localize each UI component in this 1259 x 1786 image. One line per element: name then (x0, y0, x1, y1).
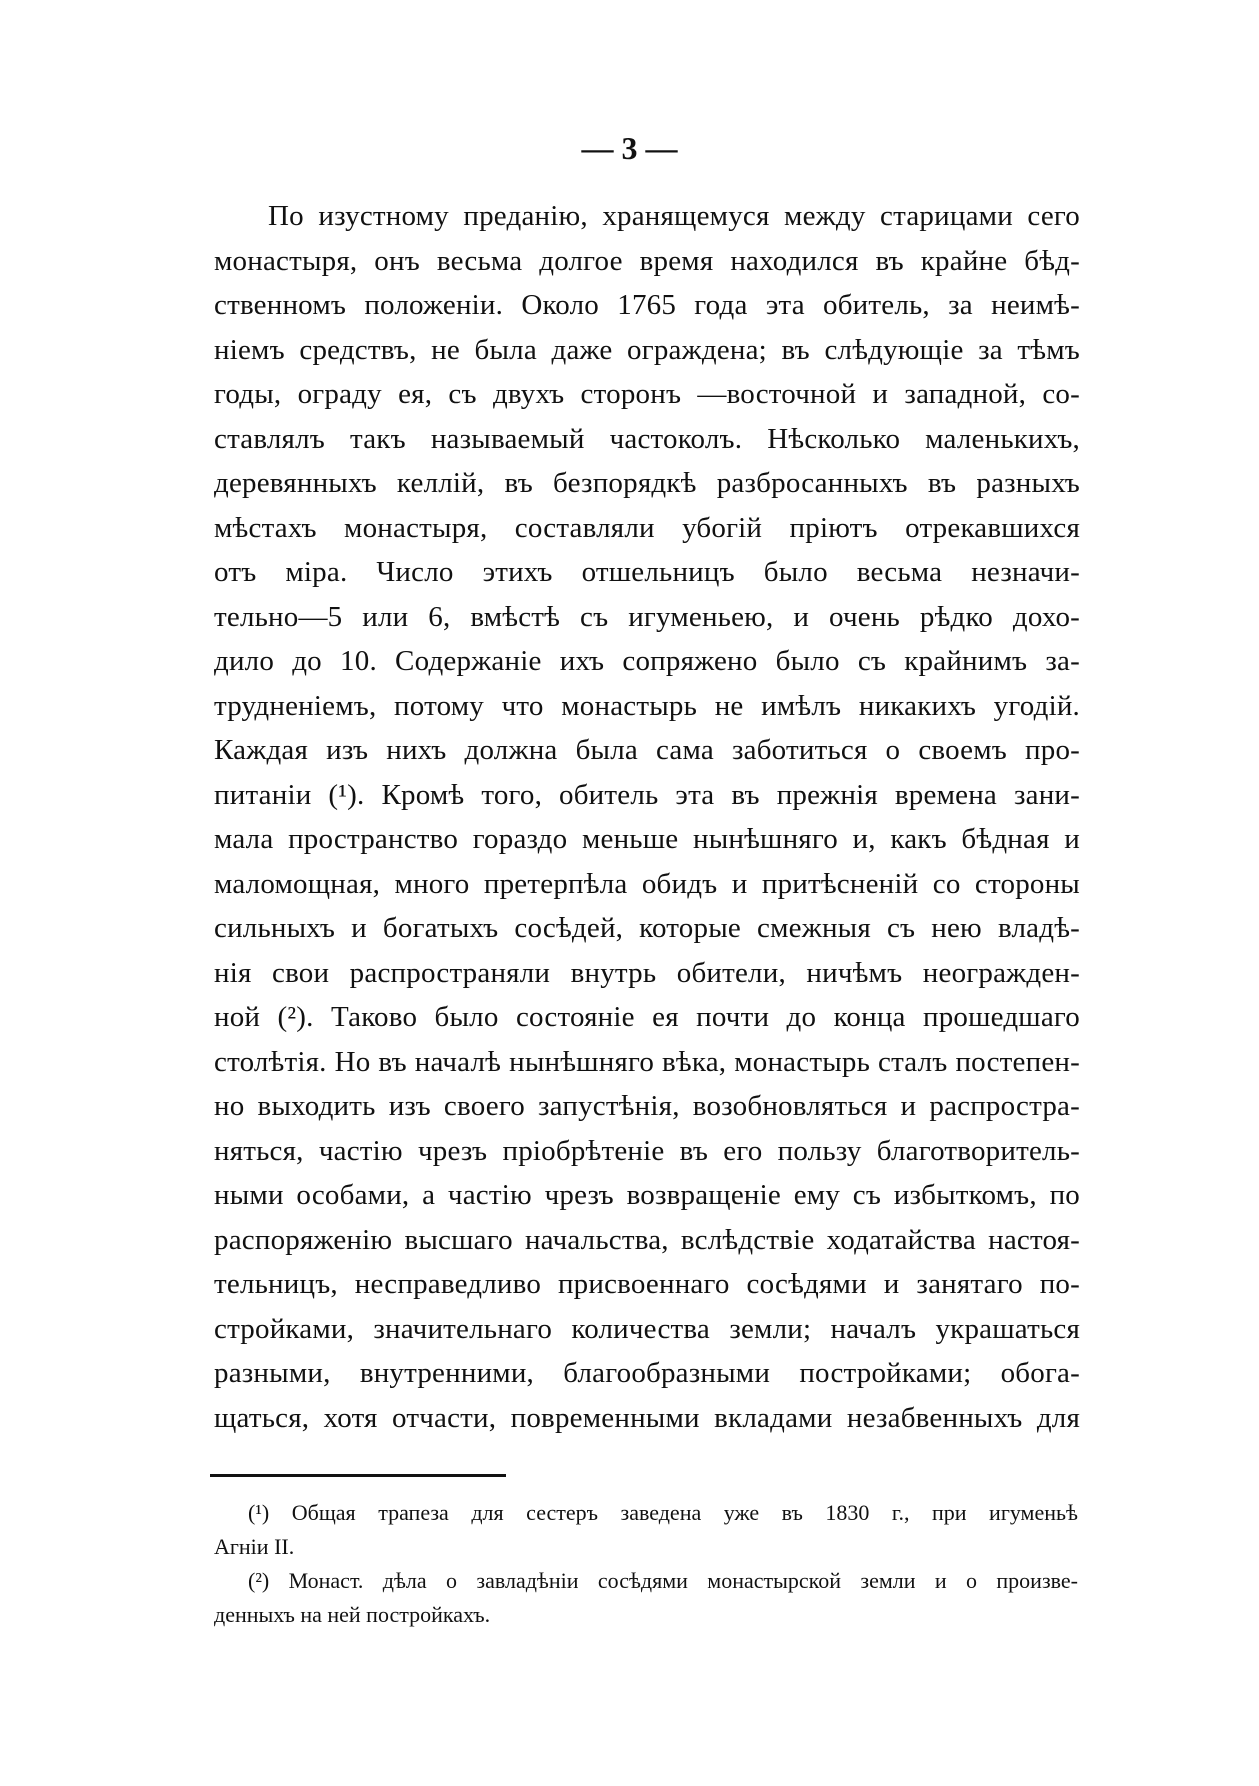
footnote-line: (¹) Общая трапеза для сестеръ заведена уже въ 1830 г., при игуменьѣ (248, 1500, 1078, 1525)
text-line: отъ міра. Число этихъ отшельницъ было весьма незначи- (214, 556, 1080, 588)
text-line: столѣтія. Но въ началѣ нынѣшняго вѣка, монастырь сталъ постепен- (214, 1045, 1080, 1078)
text-line: годы, ограду ея, съ двухъ сторонъ —восточной и западной, со- (214, 378, 1080, 410)
text-line: но выходить изъ своего запустѣнія, возобновляться и распростра- (214, 1090, 1080, 1122)
text-line: сильныхъ и богатыхъ сосѣдей, которые смежныя съ нею владѣ- (214, 912, 1080, 944)
text-line: По изустному преданію, хранящемуся между старицами сего (268, 200, 1080, 232)
text-line: нія свои распространяли внутрь обители, ничѣмъ неогражден- (214, 956, 1080, 989)
footnote-line: (²) Монаст. дѣла о завладѣніи сосѣдями монастырской земли и о произве- (248, 1568, 1078, 1593)
text-line: няться, частію чрезъ пріобрѣтеніе въ его пользу благотворитель- (214, 1134, 1080, 1167)
text-line: монастыря, онъ весьма долгое время находился въ крайне бѣд- (214, 244, 1080, 277)
text-line: трудненіемъ, потому что монастырь не имѣлъ никакихъ угодій. (214, 689, 1080, 722)
text-line: дило до 10. Содержаніе ихъ сопряжено было съ крайнимъ за- (214, 645, 1080, 677)
text-line: разными, внутренними, благообразными постройками; обога- (214, 1357, 1080, 1389)
footnote-line: Агніи II. (214, 1534, 295, 1559)
text-line: мала пространство гораздо меньше нынѣшняго и, какъ бѣдная и (214, 823, 1080, 855)
text-line: тельно—5 или 6, вмѣстѣ съ игуменьею, и очень рѣдко дохо- (214, 600, 1080, 633)
text-line: питаніи (¹). Кромѣ того, обитель эта въ прежнія времена зани- (214, 778, 1080, 811)
text-line: мѣстахъ монастыря, составляли убогій пріютъ отрекавшихся (214, 511, 1080, 544)
footnotes (214, 1496, 1078, 1632)
text-line: распоряженію высшаго начальства, вслѣдствіе ходатайства настоя- (214, 1223, 1080, 1256)
text-line: ственномъ положеніи. Около 1765 года эта обитель, за неимѣ- (214, 289, 1080, 321)
text-line: ной (²). Таково было состояніе ея почти до конца прошедшаго (214, 1001, 1080, 1033)
body-text (214, 194, 1080, 1440)
text-line: стройками, значительнаго количества земли; началъ украшаться (214, 1312, 1080, 1345)
text-line: маломощная, много претерпѣла обидъ и притѣсненій со стороны (214, 867, 1080, 900)
text-line: ніемъ средствъ, не была даже ограждена; въ слѣдующіе за тѣмъ (214, 333, 1080, 366)
text-line: тельницъ, несправедливо присвоеннаго сосѣдями и занятаго по- (214, 1268, 1080, 1300)
text-line: Каждая изъ нихъ должна была сама заботиться о своемъ про- (214, 734, 1080, 766)
text-line: щаться, хотя отчасти, повременными вкладами незабвенныхъ для (214, 1401, 1080, 1434)
text-line: ными особами, а частію чрезъ возвращеніе ему съ избыткомъ, по (214, 1179, 1080, 1211)
page-number: — 3 — (581, 130, 678, 166)
footnote-divider (210, 1474, 506, 1477)
footnote-line: денныхъ на ней постройкахъ. (214, 1602, 491, 1627)
text-line: деревянныхъ келлій, въ безпорядкѣ разбросанныхъ въ разныхъ (214, 467, 1080, 499)
text-line: ставлялъ такъ называемый частоколъ. Нѣсколько маленькихъ, (214, 422, 1080, 455)
